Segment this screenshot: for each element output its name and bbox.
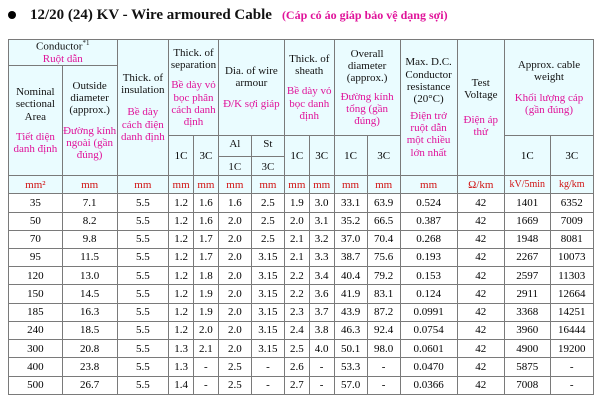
header-thick-sheath: Thick. of sheath Bề dày vỏ bọc danh định <box>284 40 334 136</box>
table-cell: 5875 <box>505 358 550 376</box>
title-sub: (Cáp có áo giáp bảo vệ dạng sợi) <box>281 7 448 22</box>
table-cell: 3.8 <box>309 321 334 339</box>
table-cell: 7.1 <box>62 194 117 212</box>
table-cell: 0.0366 <box>400 376 457 394</box>
table-cell: 1.2 <box>169 303 194 321</box>
table-cell: 20.8 <box>62 340 117 358</box>
table-cell: 92.4 <box>367 321 400 339</box>
table-cell: - <box>309 376 334 394</box>
table-cell: 19200 <box>550 340 594 358</box>
header-test-voltage: Test Voltage Điện áp thử <box>457 40 505 176</box>
table-cell: 18.5 <box>62 321 117 339</box>
header-outside-diameter: Outside diameter (approx.) Đường kính ngoài (gần đúng) <box>62 66 117 176</box>
table-cell: 0.524 <box>400 194 457 212</box>
table-cell: 2.0 <box>218 285 251 303</box>
table-cell: 26.7 <box>62 376 117 394</box>
table-cell: 1.2 <box>169 248 194 266</box>
table-cell: - <box>193 376 218 394</box>
unit-cell: mm <box>400 176 457 194</box>
table-cell: 6352 <box>550 194 594 212</box>
table-cell: 3.4 <box>309 267 334 285</box>
table-cell: 1.2 <box>169 321 194 339</box>
table-cell: 3.2 <box>309 230 334 248</box>
table-cell: 4900 <box>505 340 550 358</box>
table-cell: 5.5 <box>117 321 169 339</box>
table-cell: 42 <box>457 285 505 303</box>
table-cell: 2.1 <box>284 230 309 248</box>
table-cell: 8081 <box>550 230 594 248</box>
table-cell: 16444 <box>550 321 594 339</box>
table-cell: 14.5 <box>62 285 117 303</box>
table-cell: 1.2 <box>169 267 194 285</box>
table-cell: 7009 <box>550 212 594 230</box>
table-cell: 3.15 <box>251 340 284 358</box>
table-cell: 2.5 <box>284 340 309 358</box>
header-sep-1c: 1C <box>169 136 194 176</box>
table-cell: 1.2 <box>169 194 194 212</box>
table-cell: 75.6 <box>367 248 400 266</box>
table-cell: 7008 <box>505 376 550 394</box>
unit-cell: mm² <box>9 176 63 194</box>
table-cell: 3.15 <box>251 267 284 285</box>
table-cell: 5.5 <box>117 285 169 303</box>
table-cell: 50.1 <box>334 340 367 358</box>
table-cell: 41.9 <box>334 285 367 303</box>
table-cell: 2.5 <box>251 230 284 248</box>
table-cell: 14251 <box>550 303 594 321</box>
table-row <box>9 285 594 303</box>
unit-cell: kV/5min <box>505 176 550 194</box>
table-row <box>9 230 594 248</box>
header-sep-3c: 3C <box>193 136 218 176</box>
table-cell: 0.0991 <box>400 303 457 321</box>
table-cell: 3.15 <box>251 303 284 321</box>
table-cell: 3.7 <box>309 303 334 321</box>
table-cell: 3.0 <box>309 194 334 212</box>
table-cell: 500 <box>9 376 63 394</box>
table-cell: 5.5 <box>117 358 169 376</box>
table-cell: 1401 <box>505 194 550 212</box>
table-cell: 2.2 <box>284 267 309 285</box>
table-cell: 1.4 <box>169 376 194 394</box>
table-cell: 66.5 <box>367 212 400 230</box>
unit-cell: mm <box>62 176 117 194</box>
table-cell: 120 <box>9 267 63 285</box>
table-cell: 0.0754 <box>400 321 457 339</box>
header-sheath-1c: 1C <box>284 136 309 176</box>
table-cell: 57.0 <box>334 376 367 394</box>
table-cell: 3.1 <box>309 212 334 230</box>
table-cell: 42 <box>457 212 505 230</box>
table-cell: 0.0470 <box>400 358 457 376</box>
table-cell: 33.1 <box>334 194 367 212</box>
table-row <box>9 358 594 376</box>
table-cell: 1669 <box>505 212 550 230</box>
table-cell: 2.0 <box>218 248 251 266</box>
table-cell: 2.3 <box>284 303 309 321</box>
table-cell: 1.9 <box>193 303 218 321</box>
table-cell: 1.8 <box>193 267 218 285</box>
table-cell: 42 <box>457 358 505 376</box>
table-cell: 5.5 <box>117 376 169 394</box>
table-cell: 0.193 <box>400 248 457 266</box>
table-cell: 3.3 <box>309 248 334 266</box>
table-cell: 1.3 <box>169 358 194 376</box>
header-overall-diameter: Overall diameter (approx.) Đường kính tổng (gần đúng) <box>334 40 400 136</box>
table-cell: 5.5 <box>117 248 169 266</box>
table-cell: 2.7 <box>284 376 309 394</box>
table-cell: 2.0 <box>284 212 309 230</box>
header-conductor: Conductor$^{*1}$ Ruột dẫn <box>9 40 118 66</box>
table-cell: 0.124 <box>400 285 457 303</box>
unit-cell: Ω/km <box>457 176 505 194</box>
table-cell: - <box>550 376 594 394</box>
table-cell: 98.0 <box>367 340 400 358</box>
header-nominal-area: Nominal sectional Area Tiết diện danh định <box>9 66 63 176</box>
header-dia-wire-armour: Dia. of wire armour Đ/K sợi giáp <box>218 40 284 136</box>
table-cell: 1.9 <box>193 285 218 303</box>
table-cell: 2.4 <box>284 321 309 339</box>
table-cell: 1.7 <box>193 230 218 248</box>
table-cell: 2.0 <box>218 212 251 230</box>
table-cell: 2.1 <box>284 248 309 266</box>
table-cell: - <box>309 358 334 376</box>
table-cell: 300 <box>9 340 63 358</box>
table-cell: 87.2 <box>367 303 400 321</box>
table-cell: 3.15 <box>251 248 284 266</box>
table-cell: 23.8 <box>62 358 117 376</box>
unit-cell: mm <box>117 176 169 194</box>
table-cell: 42 <box>457 303 505 321</box>
header-weight-1c: 1C <box>505 136 550 176</box>
table-cell: 1.9 <box>284 194 309 212</box>
table-cell: 3960 <box>505 321 550 339</box>
cable-spec-table <box>8 39 594 395</box>
unit-cell: mm <box>218 176 251 194</box>
table-cell: - <box>367 358 400 376</box>
unit-cell: mm <box>193 176 218 194</box>
table-cell: 3368 <box>505 303 550 321</box>
table-cell: 2.2 <box>284 285 309 303</box>
table-cell: 0.0601 <box>400 340 457 358</box>
unit-cell: mm <box>169 176 194 194</box>
table-cell: 185 <box>9 303 63 321</box>
table-body <box>9 194 594 395</box>
table-cell: 1.2 <box>169 230 194 248</box>
table-cell: 70 <box>9 230 63 248</box>
unit-cell: mm <box>251 176 284 194</box>
header-cable-weight: Approx. cable weight Khối lượng cáp (gần đúng) <box>505 40 594 136</box>
header-thick-separation: Thick. of separation Bề dày vỏ bọc phân cách danh định <box>169 40 219 136</box>
table-cell: 1.6 <box>218 194 251 212</box>
units-row <box>9 176 594 194</box>
table-cell: 2.0 <box>218 267 251 285</box>
table-row <box>9 303 594 321</box>
table-cell: - <box>193 358 218 376</box>
page-title <box>8 6 598 28</box>
table-cell: 3.6 <box>309 285 334 303</box>
bullet-icon <box>8 11 16 19</box>
table-cell: 70.4 <box>367 230 400 248</box>
table-cell: 0.268 <box>400 230 457 248</box>
table-row <box>9 376 594 394</box>
table-cell: 4.0 <box>309 340 334 358</box>
table-cell: 46.3 <box>334 321 367 339</box>
table-cell: 5.5 <box>117 340 169 358</box>
table-cell: 2.0 <box>218 340 251 358</box>
table-cell: 50 <box>9 212 63 230</box>
table-cell: 43.9 <box>334 303 367 321</box>
table-cell: 53.3 <box>334 358 367 376</box>
table-cell: 13.0 <box>62 267 117 285</box>
table-cell: 95 <box>9 248 63 266</box>
table-cell: 79.2 <box>367 267 400 285</box>
table-cell: 42 <box>457 340 505 358</box>
table-cell: 2.5 <box>251 212 284 230</box>
table-cell: 42 <box>457 194 505 212</box>
table-cell: 5.5 <box>117 230 169 248</box>
header-overall-1c: 1C <box>334 136 367 176</box>
table-cell: 2.5 <box>218 376 251 394</box>
table-cell: 5.5 <box>117 303 169 321</box>
table-cell: 1.3 <box>169 340 194 358</box>
table-cell: 40.4 <box>334 267 367 285</box>
unit-cell: mm <box>334 176 367 194</box>
header-max-dc-resistance: Max. D.C. Conductor resistance (20°C) Điện trở ruột dẫn một chiều lớn nhất <box>400 40 457 176</box>
table-cell: 1.2 <box>169 285 194 303</box>
table-row <box>9 340 594 358</box>
table-row <box>9 212 594 230</box>
table-cell: 3.15 <box>251 285 284 303</box>
table-cell: 11303 <box>550 267 594 285</box>
table-cell: 10073 <box>550 248 594 266</box>
header-weight-3c: 3C <box>550 136 594 176</box>
unit-cell: kg/km <box>550 176 594 194</box>
table-cell: 1.2 <box>169 212 194 230</box>
unit-cell: mm <box>309 176 334 194</box>
table-cell: 2597 <box>505 267 550 285</box>
table-cell: 12664 <box>550 285 594 303</box>
table-cell: - <box>251 358 284 376</box>
table-row <box>9 321 594 339</box>
header-sheath-3c: 3C <box>309 136 334 176</box>
table-cell: 1.6 <box>193 212 218 230</box>
table-cell: 35.2 <box>334 212 367 230</box>
table-cell: 2.0 <box>218 230 251 248</box>
table-cell: 83.1 <box>367 285 400 303</box>
table-cell: 11.5 <box>62 248 117 266</box>
table-cell: 5.5 <box>117 267 169 285</box>
header-armour-st: St 3C <box>251 136 284 176</box>
table-cell: 42 <box>457 321 505 339</box>
table-cell: 2.0 <box>193 321 218 339</box>
table-cell: 2.0 <box>218 321 251 339</box>
table-cell: 2911 <box>505 285 550 303</box>
header-overall-3c: 3C <box>367 136 400 176</box>
table-cell: 240 <box>9 321 63 339</box>
table-cell: - <box>251 376 284 394</box>
table-cell: 1948 <box>505 230 550 248</box>
table-cell: 2.1 <box>193 340 218 358</box>
table-cell: 1.7 <box>193 248 218 266</box>
table-cell: 37.0 <box>334 230 367 248</box>
table-cell: 5.5 <box>117 212 169 230</box>
header-armour-al: Al 1C <box>218 136 251 176</box>
table-cell: 42 <box>457 248 505 266</box>
table-cell: 5.5 <box>117 194 169 212</box>
unit-cell: mm <box>284 176 309 194</box>
table-cell: 38.7 <box>334 248 367 266</box>
table-cell: 42 <box>457 376 505 394</box>
table-cell: 2.0 <box>218 303 251 321</box>
table-cell: 0.153 <box>400 267 457 285</box>
table-cell: - <box>367 376 400 394</box>
table-cell: 0.387 <box>400 212 457 230</box>
table-cell: 150 <box>9 285 63 303</box>
table-cell: - <box>550 358 594 376</box>
table-row <box>9 248 594 266</box>
table-cell: 3.15 <box>251 321 284 339</box>
title-main: 12/20 (24) KV - Wire armoured Cable <box>30 6 272 23</box>
table-cell: 1.6 <box>193 194 218 212</box>
table-cell: 35 <box>9 194 63 212</box>
table-row <box>9 194 594 212</box>
table-cell: 63.9 <box>367 194 400 212</box>
table-cell: 42 <box>457 230 505 248</box>
table-cell: 9.8 <box>62 230 117 248</box>
table-cell: 2.5 <box>218 358 251 376</box>
table-cell: 8.2 <box>62 212 117 230</box>
table-cell: 2.5 <box>251 194 284 212</box>
header-thick-insulation: Thick. of insulation Bề dày cách điện danh định <box>117 40 169 176</box>
table-cell: 42 <box>457 267 505 285</box>
table-cell: 2.6 <box>284 358 309 376</box>
unit-cell: mm <box>367 176 400 194</box>
table-cell: 400 <box>9 358 63 376</box>
table-row <box>9 267 594 285</box>
table-cell: 2267 <box>505 248 550 266</box>
table-cell: 16.3 <box>62 303 117 321</box>
